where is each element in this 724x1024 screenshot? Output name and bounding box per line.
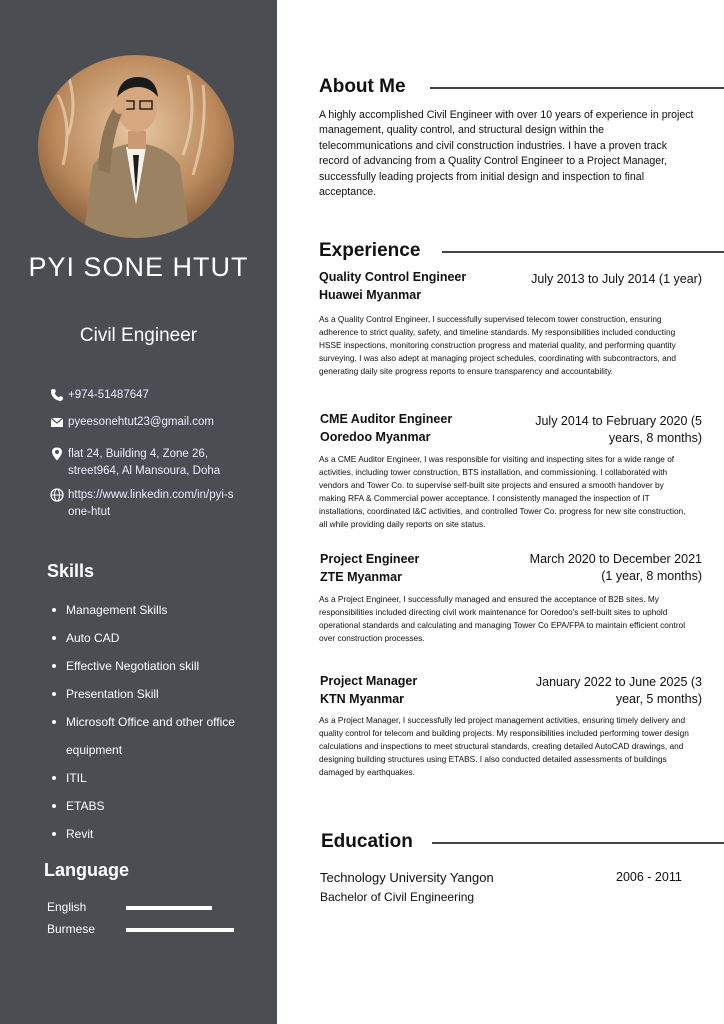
experience-heading: Experience [319, 240, 421, 261]
profile-name: PYI SONE HTUT [28, 252, 249, 282]
about-text: A highly accomplished Civil Engineer with over 10 years of experience in project management, quality control, and structural design within the telecommunications and civil construction industries. I have a proven track record of advancing from a Quality Control Engineer to a Project Manager, successfully leading projects from initial design and inspection to final acceptance. [319, 109, 694, 199]
skills-list [52, 596, 251, 848]
location-pin-icon [50, 447, 64, 461]
education-degree: Bachelor of Civil Engineering [320, 890, 475, 904]
profile-title: Civil Engineer [79, 325, 198, 346]
skill-item: Revit [52, 820, 251, 848]
job-date: January 2022 to June 2025 (3 year, 5 months) [535, 675, 702, 706]
language-english-bar [126, 906, 212, 910]
job-title: Project Manager [320, 674, 418, 688]
skill-item: Management Skills [52, 596, 251, 624]
job-date: March 2020 to December 2021 (1 year, 8 months) [529, 552, 702, 583]
education-school: Technology University Yangon [320, 870, 494, 885]
job-title: Quality Control Engineer [319, 270, 467, 284]
job-description: As a Quality Control Engineer, I successfully supervised telecom tower construction, ensuring adherence to strict quality, safety, and timeline standards. My responsibilities included conducting HSSE inspections, monitoring construction progress and material quality, and performing quantity surveying. I was also adept at managing project schedules, coordinating with subcontractors, and generating daily site progress reports to ensure transparency and accountability. [319, 314, 676, 376]
about-heading: About Me [319, 76, 406, 97]
education-divider [432, 842, 724, 844]
job-title: Project Engineer [320, 552, 420, 566]
education-years: 2006 - 2011 [616, 870, 682, 884]
skill-item: Effective Negotiation skill [52, 652, 251, 680]
skill-item: Presentation Skill [52, 680, 251, 708]
globe-icon [50, 488, 64, 502]
job-date: July 2013 to July 2014 (1 year) [531, 272, 702, 286]
language-heading: Language [44, 860, 130, 880]
phone-text: +974-51487647 [68, 389, 149, 401]
email-text: pyeesonehtut23@gmail.com [68, 416, 214, 428]
address-text: flat 24, Building 4, Zone 26, street964, Al Mansoura, Doha [68, 448, 221, 477]
job-company: Huawei Myanmar [319, 288, 422, 302]
language-burmese-label: Burmese [47, 922, 96, 936]
skill-item: ETABS [52, 792, 251, 820]
job-description: As a CME Auditor Engineer, I was responsible for visiting and inspecting sites for a wide range of activities, including tower construction, BTS installation, and commissioning. I collaborated with vendors and Tower Co. to supervise self-built site projects and ensured a smooth handover by making RFA & Commercial power acceptance. I consistently managed the inspection of IT installations, coordinated I&C activities, and controlled Tower Co. progress for new site construction, all while providing daily reports on site status. [319, 454, 686, 529]
skills-heading: Skills [47, 561, 95, 581]
skill-item: Auto CAD [52, 624, 251, 652]
job-company: KTN Myanmar [320, 692, 405, 706]
education-heading: Education [321, 831, 413, 852]
mail-icon [50, 415, 64, 429]
about-divider [430, 87, 724, 89]
job-company: Ooredoo Myanmar [320, 430, 431, 444]
skill-item: ITIL [52, 764, 251, 792]
sidebar [0, 0, 277, 1024]
job-date: July 2014 to February 2020 (5 years, 8 months) [535, 414, 702, 445]
language-english-label: English [47, 900, 87, 914]
skill-item: Microsoft Office and other office equipment [52, 708, 251, 764]
profile-photo [38, 55, 234, 238]
experience-divider [442, 251, 724, 253]
job-company: ZTE Myanmar [320, 570, 402, 584]
linkedin-text: https://www.linkedin.com/in/pyi-sone-htut [68, 489, 234, 518]
job-description: As a Project Manager, I successfully led project management activities, ensuring timely delivery and quality control for telecom and building projects. My responsibilities included performing tower design calculations and inspections to meet structural standards, creating detailed AutoCAD drawings, and designing building structures using ETABS. I also conducted detailed assessments of buildings damaged by earthquakes. [319, 715, 689, 777]
phone-icon [50, 388, 64, 402]
job-description: As a Project Engineer, I successfully managed and ensured the acceptance of B2B sites. My responsibilities included directing civil work maintenance for Ooredoo's self-built sites to uphold operational standards and calculating and managing Tower Co EPA/FPA to maintain efficient control over construction processes. [319, 594, 686, 643]
language-burmese-bar [126, 928, 234, 932]
job-title: CME Auditor Engineer [320, 412, 453, 426]
